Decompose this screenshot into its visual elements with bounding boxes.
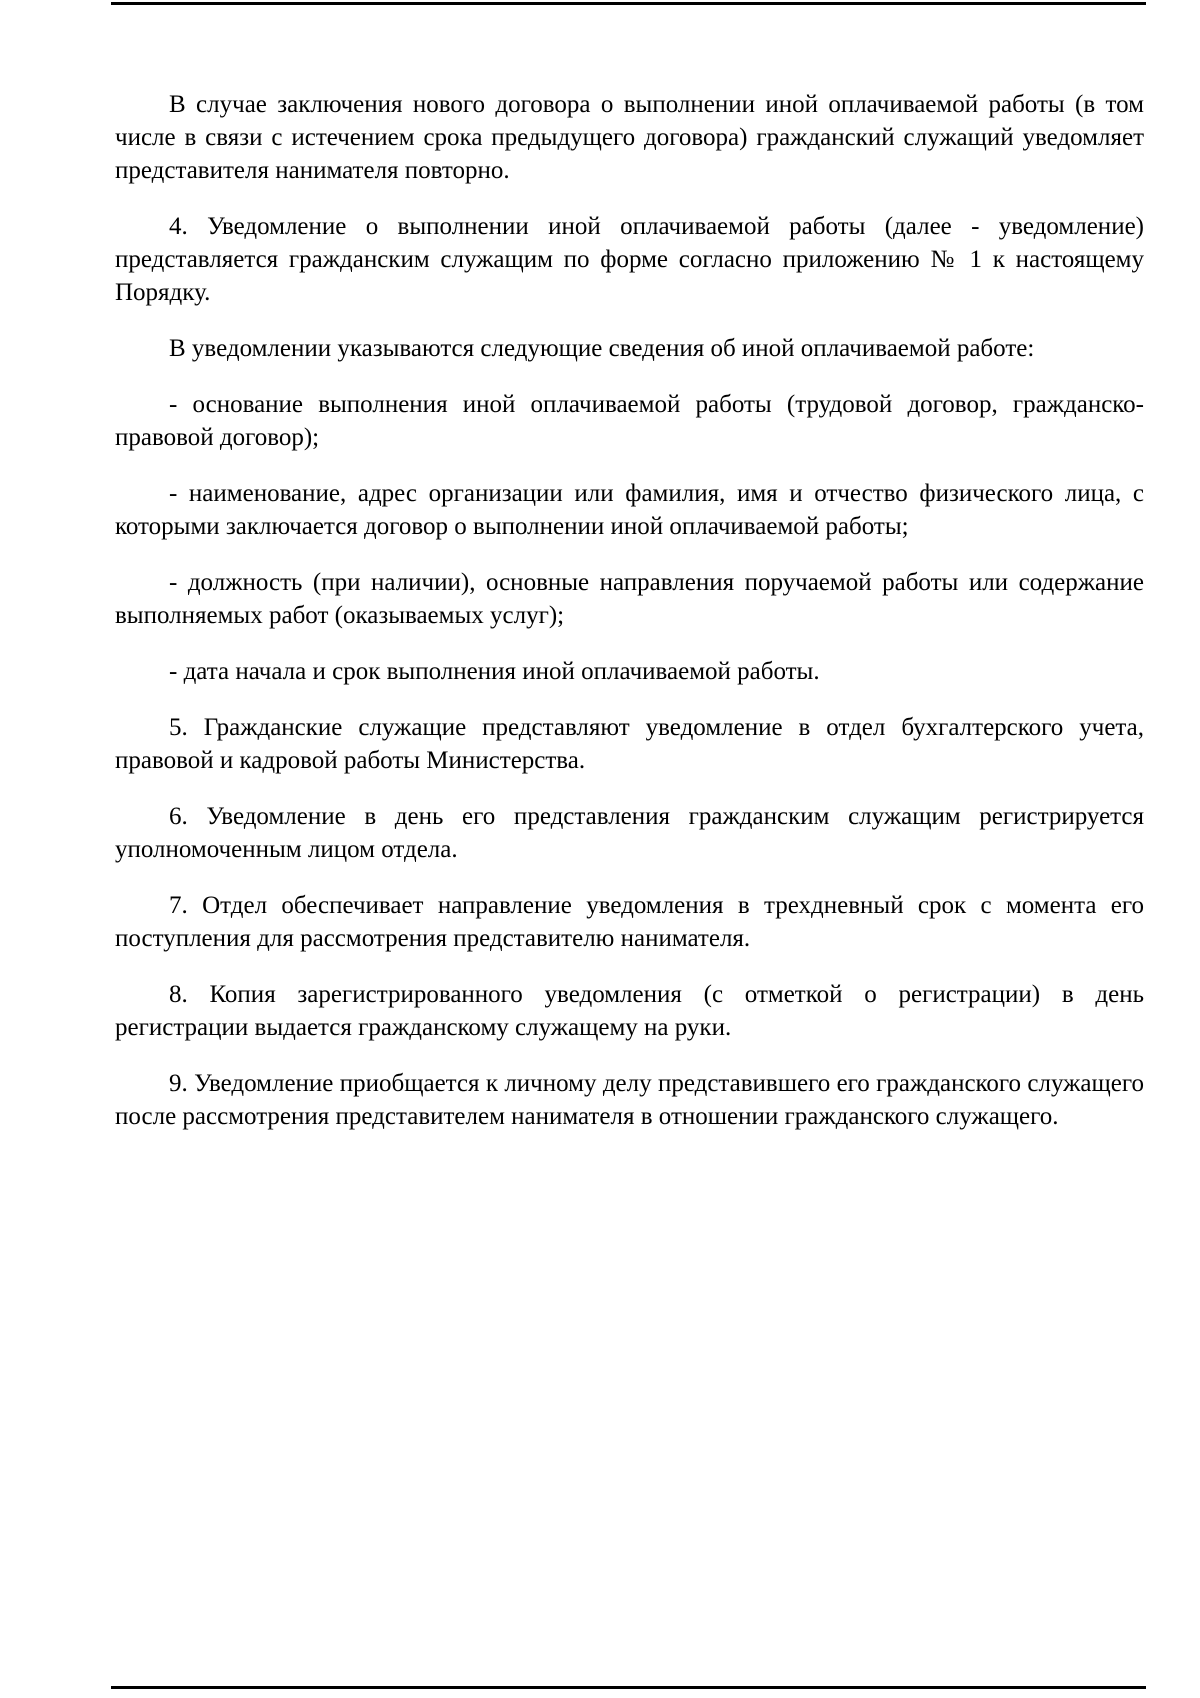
footer-rule — [111, 1686, 1146, 1689]
list-item-position: - должность (при наличии), основные направления поручаемой работы или содержание выполняемых работ (оказываемых услуг); — [115, 569, 1144, 629]
paragraph-notice-contents: В уведомлении указываются следующие сведения об иной оплачиваемой работе: — [169, 335, 1035, 362]
paragraph-item-7: 7. Отдел обеспечивает направление уведомления в трехдневный срок с момента его поступления для рассмотрения представителю нанимателя. — [115, 892, 1144, 952]
header-rule — [111, 2, 1146, 5]
paragraph-item-6: 6. Уведомление в день его представления гражданским служащим регистрируется уполномоченным лицом отдела. — [115, 803, 1144, 863]
document-body — [115, 88, 1144, 1156]
paragraph-item-9: 9. Уведомление приобщается к личному делу представившего его гражданского служащего после рассмотрения представителем нанимателя в отношении гражданского служащего. — [115, 1070, 1144, 1130]
paragraph-item-5: 5. Гражданские служащие представляют уведомление в отдел бухгалтерского учета, правовой и кадровой работы Министерства. — [115, 714, 1144, 774]
paragraph-item-8: 8. Копия зарегистрированного уведомления (с отметкой о регистрации) в день регистрации выдается гражданскому служащему на руки. — [115, 981, 1144, 1041]
list-item-start-date: - дата начала и срок выполнения иной оплачиваемой работы. — [169, 658, 820, 685]
list-item-organization: - наименование, адрес организации или фамилия, имя и отчество физического лица, с которыми заключается договор о выполнении иной оплачиваемой работы; — [115, 480, 1144, 540]
paragraph-item-4: 4. Уведомление о выполнении иной оплачиваемой работы (далее - уведомление) представляется гражданским служащим по форме согласно приложению № 1 к настоящему Порядку. — [115, 213, 1144, 306]
list-item-basis: - основание выполнения иной оплачиваемой работы (трудовой договор, гражданско-правовой договор); — [115, 391, 1144, 451]
paragraph-repeat-notice: В случае заключения нового договора о выполнении иной оплачиваемой работы (в том числе в связи с истечением срока предыдущего договора) гражданский служащий уведомляет представителя нанимателя повторно. — [115, 91, 1144, 184]
